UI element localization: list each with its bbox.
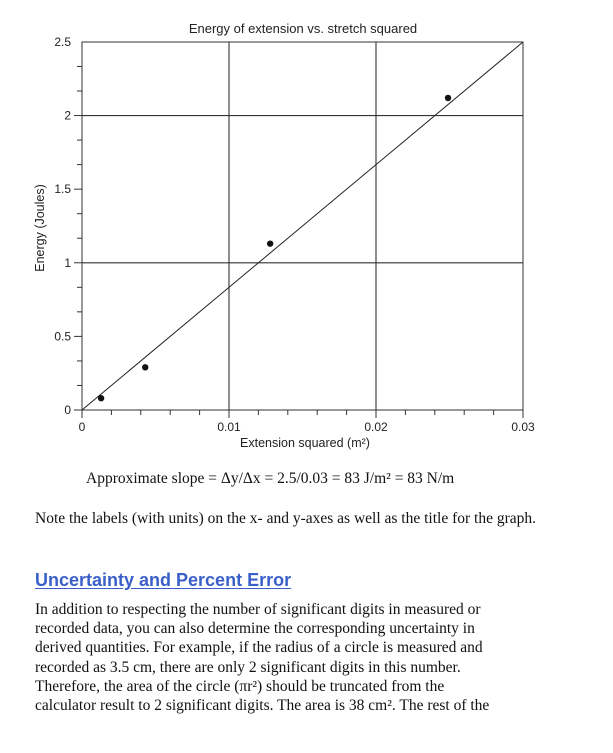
tick-labels <box>54 35 535 434</box>
axis-ticks <box>74 66 523 418</box>
chart-title: Energy of extension vs. stretch squared <box>188 21 418 36</box>
x-tick-label: 0.03 <box>511 420 535 434</box>
paragraph-line: In addition to respecting the number of significant digits in measured or <box>35 601 481 618</box>
x-tick-label: 0.02 <box>364 420 388 434</box>
graph-note: Note the labels (with units) on the x- and y-axes as well as the title for the graph. <box>35 510 537 527</box>
data-point <box>445 95 451 101</box>
y-tick-label: 1 <box>64 255 71 270</box>
fit-line <box>82 42 523 410</box>
data-point <box>267 240 273 246</box>
paragraph-line: calculator result to 2 significant digits. The area is 38 cm². The rest of the <box>35 697 490 715</box>
fit-line-group <box>82 42 523 410</box>
y-axis-label: Energy (Joules) <box>33 184 47 272</box>
y-tick-label: 1.5 <box>54 182 71 197</box>
data-point <box>98 395 104 401</box>
paragraph-line: Therefore, the area of the circle (πr²) should be truncated from the <box>35 677 445 695</box>
y-tick-label: 2 <box>64 108 71 123</box>
section-heading[interactable]: Uncertainty and Percent Error <box>35 570 292 590</box>
paragraph-line: recorded as 3.5 cm, there are only 2 significant digits in this number. <box>35 658 461 676</box>
x-axis-label: Extension squared (m²) <box>240 436 370 450</box>
y-tick-label: 2.5 <box>54 35 71 49</box>
x-tick-label: 0.01 <box>217 420 241 434</box>
data-point <box>142 364 148 370</box>
slope-formula: Approximate slope = Δy/Δx = 2.5/0.03 = 83 J/m² = 83 N/m <box>86 470 455 487</box>
x-tick-label: 0 <box>78 420 86 434</box>
paragraph-line: recorded data, you can also determine the corresponding uncertainty in <box>35 620 475 638</box>
y-tick-label: 0 <box>64 403 71 417</box>
y-tick-label: 0.5 <box>54 329 71 344</box>
data-points <box>98 95 451 402</box>
body-paragraph <box>35 600 595 715</box>
paragraph-line: derived quantities. For example, if the radius of a circle is measured and <box>35 639 483 657</box>
